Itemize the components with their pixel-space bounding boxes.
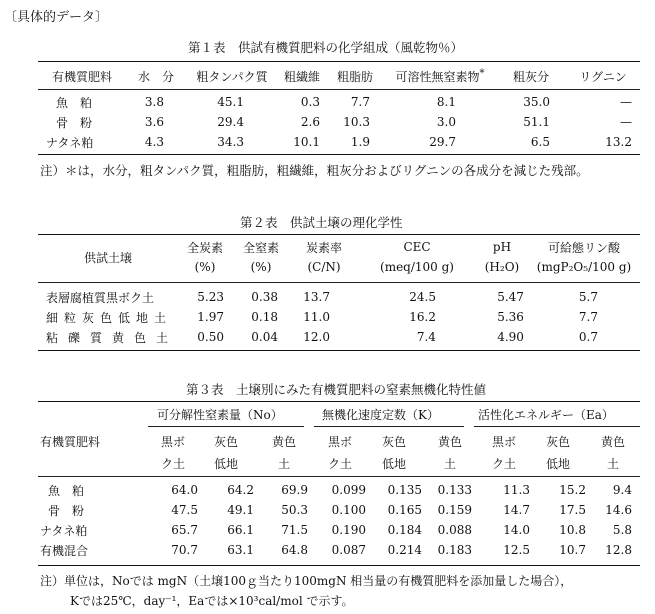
table2-body [38, 287, 640, 347]
table-cell: 0.135 [387, 483, 422, 497]
table2-header-cell: 可給態リン酸 [547, 240, 620, 255]
table1-header-cell: 粗タンパク質 [196, 69, 268, 84]
table-row [38, 327, 640, 347]
table-cell: 64.2 [227, 483, 254, 497]
table3-group-rule-k [314, 426, 464, 427]
table-cell: 10.1 [293, 135, 320, 149]
table-cell: 49.1 [227, 503, 254, 517]
table3-subheader-cell: 灰色 [545, 434, 570, 449]
table-cell: 65.7 [171, 523, 198, 537]
table-cell: 14.0 [503, 523, 530, 537]
table2-row-label: 細粒灰色低地土 [46, 310, 173, 325]
table-cell: 4.3 [144, 135, 164, 149]
table1-header-cell: 水 分 [137, 69, 174, 84]
table3-subheader-cell: 低地 [545, 456, 570, 471]
table-cell: 5.36 [497, 310, 524, 324]
table1-row-label: 魚 粕 [56, 95, 93, 110]
table2-header-cell: CEC [403, 240, 431, 254]
table1-row-label: 骨 粉 [56, 115, 93, 130]
table-cell: — [620, 95, 632, 109]
table3-note-line2: Kでは25℃，day⁻¹，Eaでは×10³cal/mol で示す。 [70, 594, 354, 608]
table-cell: 0.184 [387, 523, 422, 537]
table3-subheader-cell: 黒ボ [327, 434, 352, 449]
table1-header-cell: 粗脂肪 [336, 69, 373, 84]
table-row [38, 92, 640, 112]
table3-group-no: 可分解性窒素量（No） [157, 408, 283, 422]
table3-subheader-cell: 灰色 [381, 434, 406, 449]
table-row [38, 132, 640, 152]
table2-unit-cell: (H₂O) [484, 260, 520, 274]
table3-row-label: 骨 粉 [48, 503, 85, 518]
section-heading: 〔具体的データ〕 [4, 10, 109, 25]
table2-header-row [38, 237, 640, 257]
table-row [38, 112, 640, 132]
table-cell: 8.1 [436, 95, 456, 109]
table3-subheader-cell: ク土 [327, 456, 352, 471]
table-cell: 0.04 [251, 330, 278, 344]
table3-subheader-cell: 黄色 [437, 434, 462, 449]
table-cell: 70.7 [171, 543, 198, 557]
table2-bottom-rule [38, 350, 640, 351]
table3-subheader-cell: 黒ボ [160, 434, 185, 449]
table2-header-cell: 供試土壌 [83, 250, 132, 265]
table-cell: 64.0 [171, 483, 198, 497]
table3-subheader-cell: ク土 [160, 456, 185, 471]
table-cell: 4.90 [497, 330, 524, 344]
table2-unit-cell: (mgP₂O₅/100 g) [536, 260, 632, 274]
table-cell: 11.3 [503, 483, 530, 497]
table3-subheader-row [148, 430, 640, 452]
table-cell: 13.7 [303, 290, 330, 304]
table-row [38, 500, 640, 520]
table-cell: 12.8 [605, 543, 632, 557]
table1-header-cell-nfe [384, 64, 496, 88]
table3-caption: 第３表 土壌別にみた有機質肥料の窒素無機化特性値 [186, 382, 487, 397]
table3-subheader-cell: 黒ボ [491, 434, 516, 449]
table-cell: 1.9 [350, 135, 370, 149]
table-cell: 12.0 [303, 330, 330, 344]
table-cell: 3.6 [144, 115, 164, 129]
table-cell: 35.0 [523, 95, 550, 109]
table3-subheader-cell: 黄色 [600, 434, 625, 449]
table1-row-label: ナタネ粕 [46, 135, 94, 150]
table-row [38, 287, 640, 307]
table3-subheader-cell: 低地 [213, 456, 238, 471]
table1-caption: 第１表 供試有機質肥料の化学組成（風乾物％） [188, 40, 464, 55]
table2-caption: 第２表 供試土壌の理化学性 [240, 215, 403, 230]
table-cell: 29.7 [429, 135, 456, 149]
table-cell: 10.3 [343, 115, 370, 129]
table2-header [38, 237, 640, 277]
table2-row-label: 粘礫質黄色土 [46, 330, 179, 345]
table-cell: 45.1 [217, 95, 244, 109]
table2-header-cell: 炭素率 [305, 240, 342, 255]
table3-row-header: 有機質肥料 [40, 435, 101, 449]
table-cell: 15.2 [559, 483, 586, 497]
table-cell: — [620, 115, 632, 129]
table-cell: 47.5 [171, 503, 198, 517]
table3-top-rule [38, 401, 640, 402]
table-row [38, 520, 640, 540]
table3-subheader-cell: ク土 [491, 456, 516, 471]
table-cell: 5.23 [197, 290, 224, 304]
table-cell: 0.190 [331, 523, 366, 537]
table-cell: 12.5 [503, 543, 530, 557]
table3-group-rule-ea [474, 426, 640, 427]
table-cell: 64.8 [281, 543, 308, 557]
table-cell: 7.4 [416, 330, 436, 344]
table-cell: 0.100 [331, 503, 366, 517]
table1-bottom-rule [38, 154, 640, 155]
table-cell: 34.3 [217, 135, 244, 149]
table1-top-rule [38, 61, 640, 62]
table3-subheader-cell: 土 [277, 456, 290, 471]
table2-header-cell: pH [492, 240, 512, 254]
table-cell: 0.087 [331, 543, 366, 557]
table-cell: 14.6 [605, 503, 632, 517]
table-cell: 17.5 [559, 503, 586, 517]
table2-row-label: 表層腐植質黒ボク土 [46, 290, 155, 305]
table1-header-row [38, 64, 640, 88]
table2-unit-cell: (%) [194, 260, 216, 274]
table1-header-cell: リグニン [579, 69, 627, 84]
table2-unit-cell: (meq/100 g) [380, 260, 454, 274]
table3-group-rule-no [148, 426, 304, 427]
table-cell: 50.3 [281, 503, 308, 517]
table-cell: 0.133 [437, 483, 472, 497]
table3-subheader [148, 430, 640, 474]
table1-note: 注）＊は，水分，粗タンパク質，粗脂肪，粗繊維，粗灰分およびリグニンの各成分を減じた残部。 [40, 163, 589, 178]
table-cell: 2.6 [300, 115, 320, 129]
table2-header-rule [38, 282, 640, 283]
table1-header-mark: * [479, 67, 485, 79]
table3-row-label: 魚 粕 [48, 483, 85, 498]
table-cell: 6.5 [530, 135, 550, 149]
table-cell: 66.1 [227, 523, 254, 537]
table-cell: 5.47 [497, 290, 524, 304]
table-cell: 5.8 [612, 523, 632, 537]
table3-subheader-cell: 低地 [381, 456, 406, 471]
table-cell: 0.214 [387, 543, 422, 557]
table1-header-text: 可溶性無窒素物 [395, 69, 480, 84]
table3-row-label: 有機混合 [40, 543, 89, 558]
table2-unit-cell: (%) [250, 260, 272, 274]
table2-top-rule [38, 234, 640, 235]
table-cell: 1.97 [197, 310, 224, 324]
table-cell: 0.099 [331, 483, 366, 497]
table-cell: 16.2 [409, 310, 436, 324]
table-cell: 0.38 [251, 290, 278, 304]
table-cell: 7.7 [350, 95, 370, 109]
table-cell: 0.159 [437, 503, 472, 517]
table-cell: 11.0 [303, 310, 330, 324]
table-cell: 14.7 [503, 503, 530, 517]
table3-group-k: 無機化速度定数（K） [322, 408, 439, 422]
table-cell: 69.9 [281, 483, 308, 497]
table-cell: 0.3 [300, 95, 320, 109]
table3-header-rule [38, 476, 640, 477]
table-cell: 5.7 [578, 290, 598, 304]
table-cell: 0.088 [437, 523, 472, 537]
table3-subheader-cell: 灰色 [213, 434, 238, 449]
table2-header-cell: 全窒素 [242, 240, 279, 255]
table3-subheader-cell: 土 [443, 456, 456, 471]
table-cell: 3.8 [144, 95, 164, 109]
table-row [38, 307, 640, 327]
table-cell: 9.4 [612, 483, 632, 497]
table1-header-cell: 粗繊維 [283, 69, 320, 84]
table-cell: 71.5 [281, 523, 308, 537]
table-cell: 3.0 [436, 115, 456, 129]
table3-bottom-rule [38, 565, 640, 566]
table3-subheader-cell: 黄色 [271, 434, 296, 449]
table2-unit-cell: (C/N) [307, 260, 341, 274]
table-cell: 24.5 [409, 290, 436, 304]
table2-header-cell: 全炭素 [186, 240, 223, 255]
table3-body [38, 480, 640, 560]
table-cell: 0.7 [578, 330, 598, 344]
table-cell: 63.1 [227, 543, 254, 557]
table-cell: 51.1 [523, 115, 550, 129]
table1 [38, 64, 640, 88]
table-cell: 0.165 [387, 503, 422, 517]
table-cell: 7.7 [578, 310, 598, 324]
table-row [38, 480, 640, 500]
table-cell: 13.2 [605, 135, 632, 149]
table-cell: 0.18 [251, 310, 278, 324]
table1-body [38, 92, 640, 152]
table-cell: 29.4 [217, 115, 244, 129]
table3-subheader-row [148, 452, 640, 474]
table3-subheader-cell: 土 [606, 456, 619, 471]
table1-header-cell: 有機質肥料 [51, 69, 112, 84]
table-cell: 0.50 [197, 330, 224, 344]
table-cell: 10.8 [559, 523, 586, 537]
table1-header-rule [38, 89, 640, 90]
table1-header-cell: 粗灰分 [512, 69, 549, 84]
table-cell: 10.7 [559, 543, 586, 557]
table3-group-ea: 活性化エネルギー（Ea） [478, 408, 614, 422]
table3-note-line1: 注）単位は，Noでは mgN（土壌100ｇ当たり100mgN 相当量の有機質肥料を添加量した場合）， [40, 574, 573, 588]
table3-row-label: ナタネ粕 [40, 523, 88, 538]
table-cell: 0.183 [437, 543, 472, 557]
table-row [38, 540, 640, 560]
